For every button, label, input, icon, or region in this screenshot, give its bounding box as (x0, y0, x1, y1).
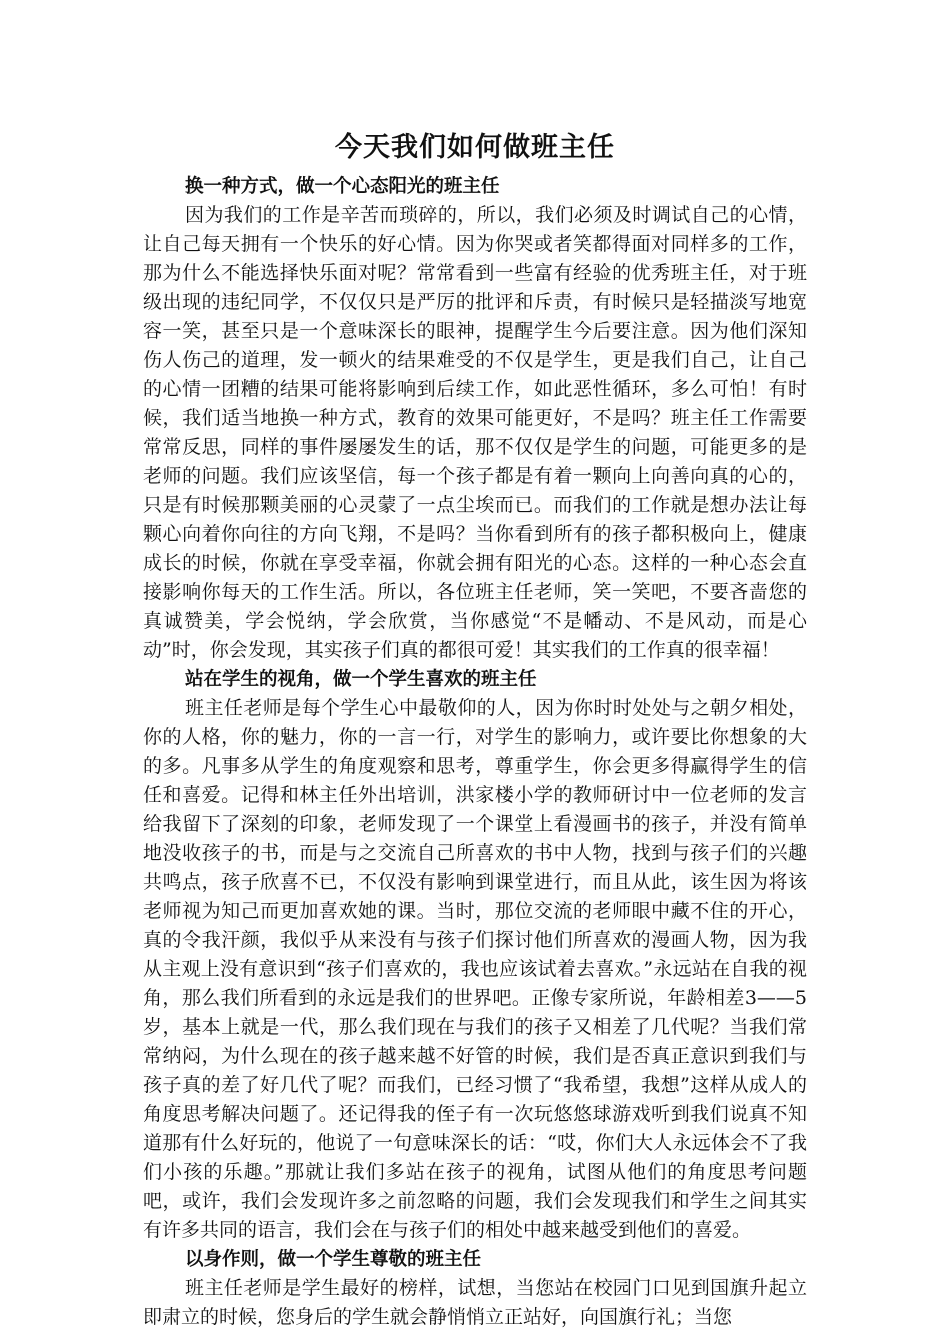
section-3 (143, 1245, 807, 1332)
section-paragraph: 因为我们的工作是辛苦而琐碎的，所以，我们必须及时调试自己的心情，让自己每天拥有一个快乐的好心情。因为你哭或者笑都得面对同样多的工作，那为什么不能选择快乐面对呢？常常看到一些富有经验的优秀班主任，对于班级出现的违纪同学，不仅仅只是严厉的批评和斥责，有时候只是轻描淡写地宽容一笑，甚至只是一个意味深长的眼神，提醒学生今后要注意。因为他们深知伤人伤己的道理，发一顿火的结果难受的不仅是学生，更是我们自己，让自己的心情一团糟的结果可能将影响到后续工作，如此恶性循环，多么可怕！有时候，我们适当地换一种方式，教育的效果可能更好，不是吗？班主任工作需要常常反思，同样的事件屡屡发生的话，那不仅仅是学生的问题，可能更多的是老师的问题。我们应该坚信，每一个孩子都是有着一颗向上向善向真的心的，只是有时候那颗美丽的心灵蒙了一点尘埃而已。而我们的工作就是想办法让每颗心向着你向往的方向飞翔，不是吗？当你看到所有的孩子都积极向上，健康成长的时候，你就在享受幸福，你就会拥有阳光的心态。这样的一种心态会直接影响你每天的工作生活。所以，各位班主任老师，笑一笑吧，不要吝啬您的真诚赞美，学会悦纳，学会欣赏，当你感觉“不是幡动、不是风动，而是心动”时，你会发现，其实孩子们真的都很可爱！其实我们的工作真的很幸福！ (143, 204, 807, 661)
section-heading: 以身作则，做一个学生尊敬的班主任 (185, 1249, 482, 1270)
section-heading: 站在学生的视角，做一个学生喜欢的班主任 (185, 669, 537, 690)
section-heading: 换一种方式，做一个心态阳光的班主任 (185, 176, 500, 197)
section-paragraph: 班主任老师是每个学生心中最敬仰的人，因为你时时处处与之朝夕相处，你的人格，你的魅力，你的一言一行，对学生的影响力，或许要比你想象的大的多。凡事多从学生的角度观察和思考，尊重学生，你会更多得赢得学生的信任和喜爱。记得和林主任外出培训，洪家楼小学的教师研讨中一位老师的发言给我留下了深刻的印象，老师发现了一个课堂上看漫画书的孩子，并没有简单地没收孩子的书，而是与之交流自己所喜欢的书中人物，找到与孩子们的兴趣共鸣点，孩子欣喜不已，不仅没有影响到课堂进行，而且从此，该生因为将该老师视为知己而更加喜欢她的课。当时，那位交流的老师眼中藏不住的开心，真的令我汗颜，我似乎从来没有与孩子们探讨他们所喜欢的漫画人物，因为我从主观上没有意识到“孩子们喜欢的，我也应该试着去喜欢。”永远站在自我的视角，那么我们所看到的永远是我们的世界吧。正像专家所说，年龄相差3——5岁，基本上就是一代，那么我们现在与我们的孩子又相差了几代呢？当我们常常纳闷，为什么现在的孩子越来越不好管的时候，我们是否真正意识到我们与孩子真的差了好几代了呢？而我们，已经习惯了“我希望，我想”这样从成人的角度思考解决问题了。还记得我的侄子有一次玩悠悠球游戏听到我们说真不知道那有什么好玩的，他说了一句意味深长的话：“哎，你们大人永远体会不了我们小孩的乐趣。”那就让我们多站在孩子的视角，试图从他们的角度思考问题吧，或许，我们会发现许多之前忽略的问题，我们会发现我们和学生之间其实有许多共同的语言，我们会在与孩子们的相处中越来越受到他们的喜爱。 (143, 697, 807, 1241)
section-2 (143, 665, 807, 1245)
section-1 (143, 172, 807, 665)
section-paragraph: 班主任老师是学生最好的榜样，试想，当您站在校园门口见到国旗升起立即肃立的时候，您身后的学生就会静悄悄立正站好，向国旗行礼；当您 (143, 1277, 807, 1328)
document-title: 今天我们如何做班主任 (335, 132, 615, 163)
